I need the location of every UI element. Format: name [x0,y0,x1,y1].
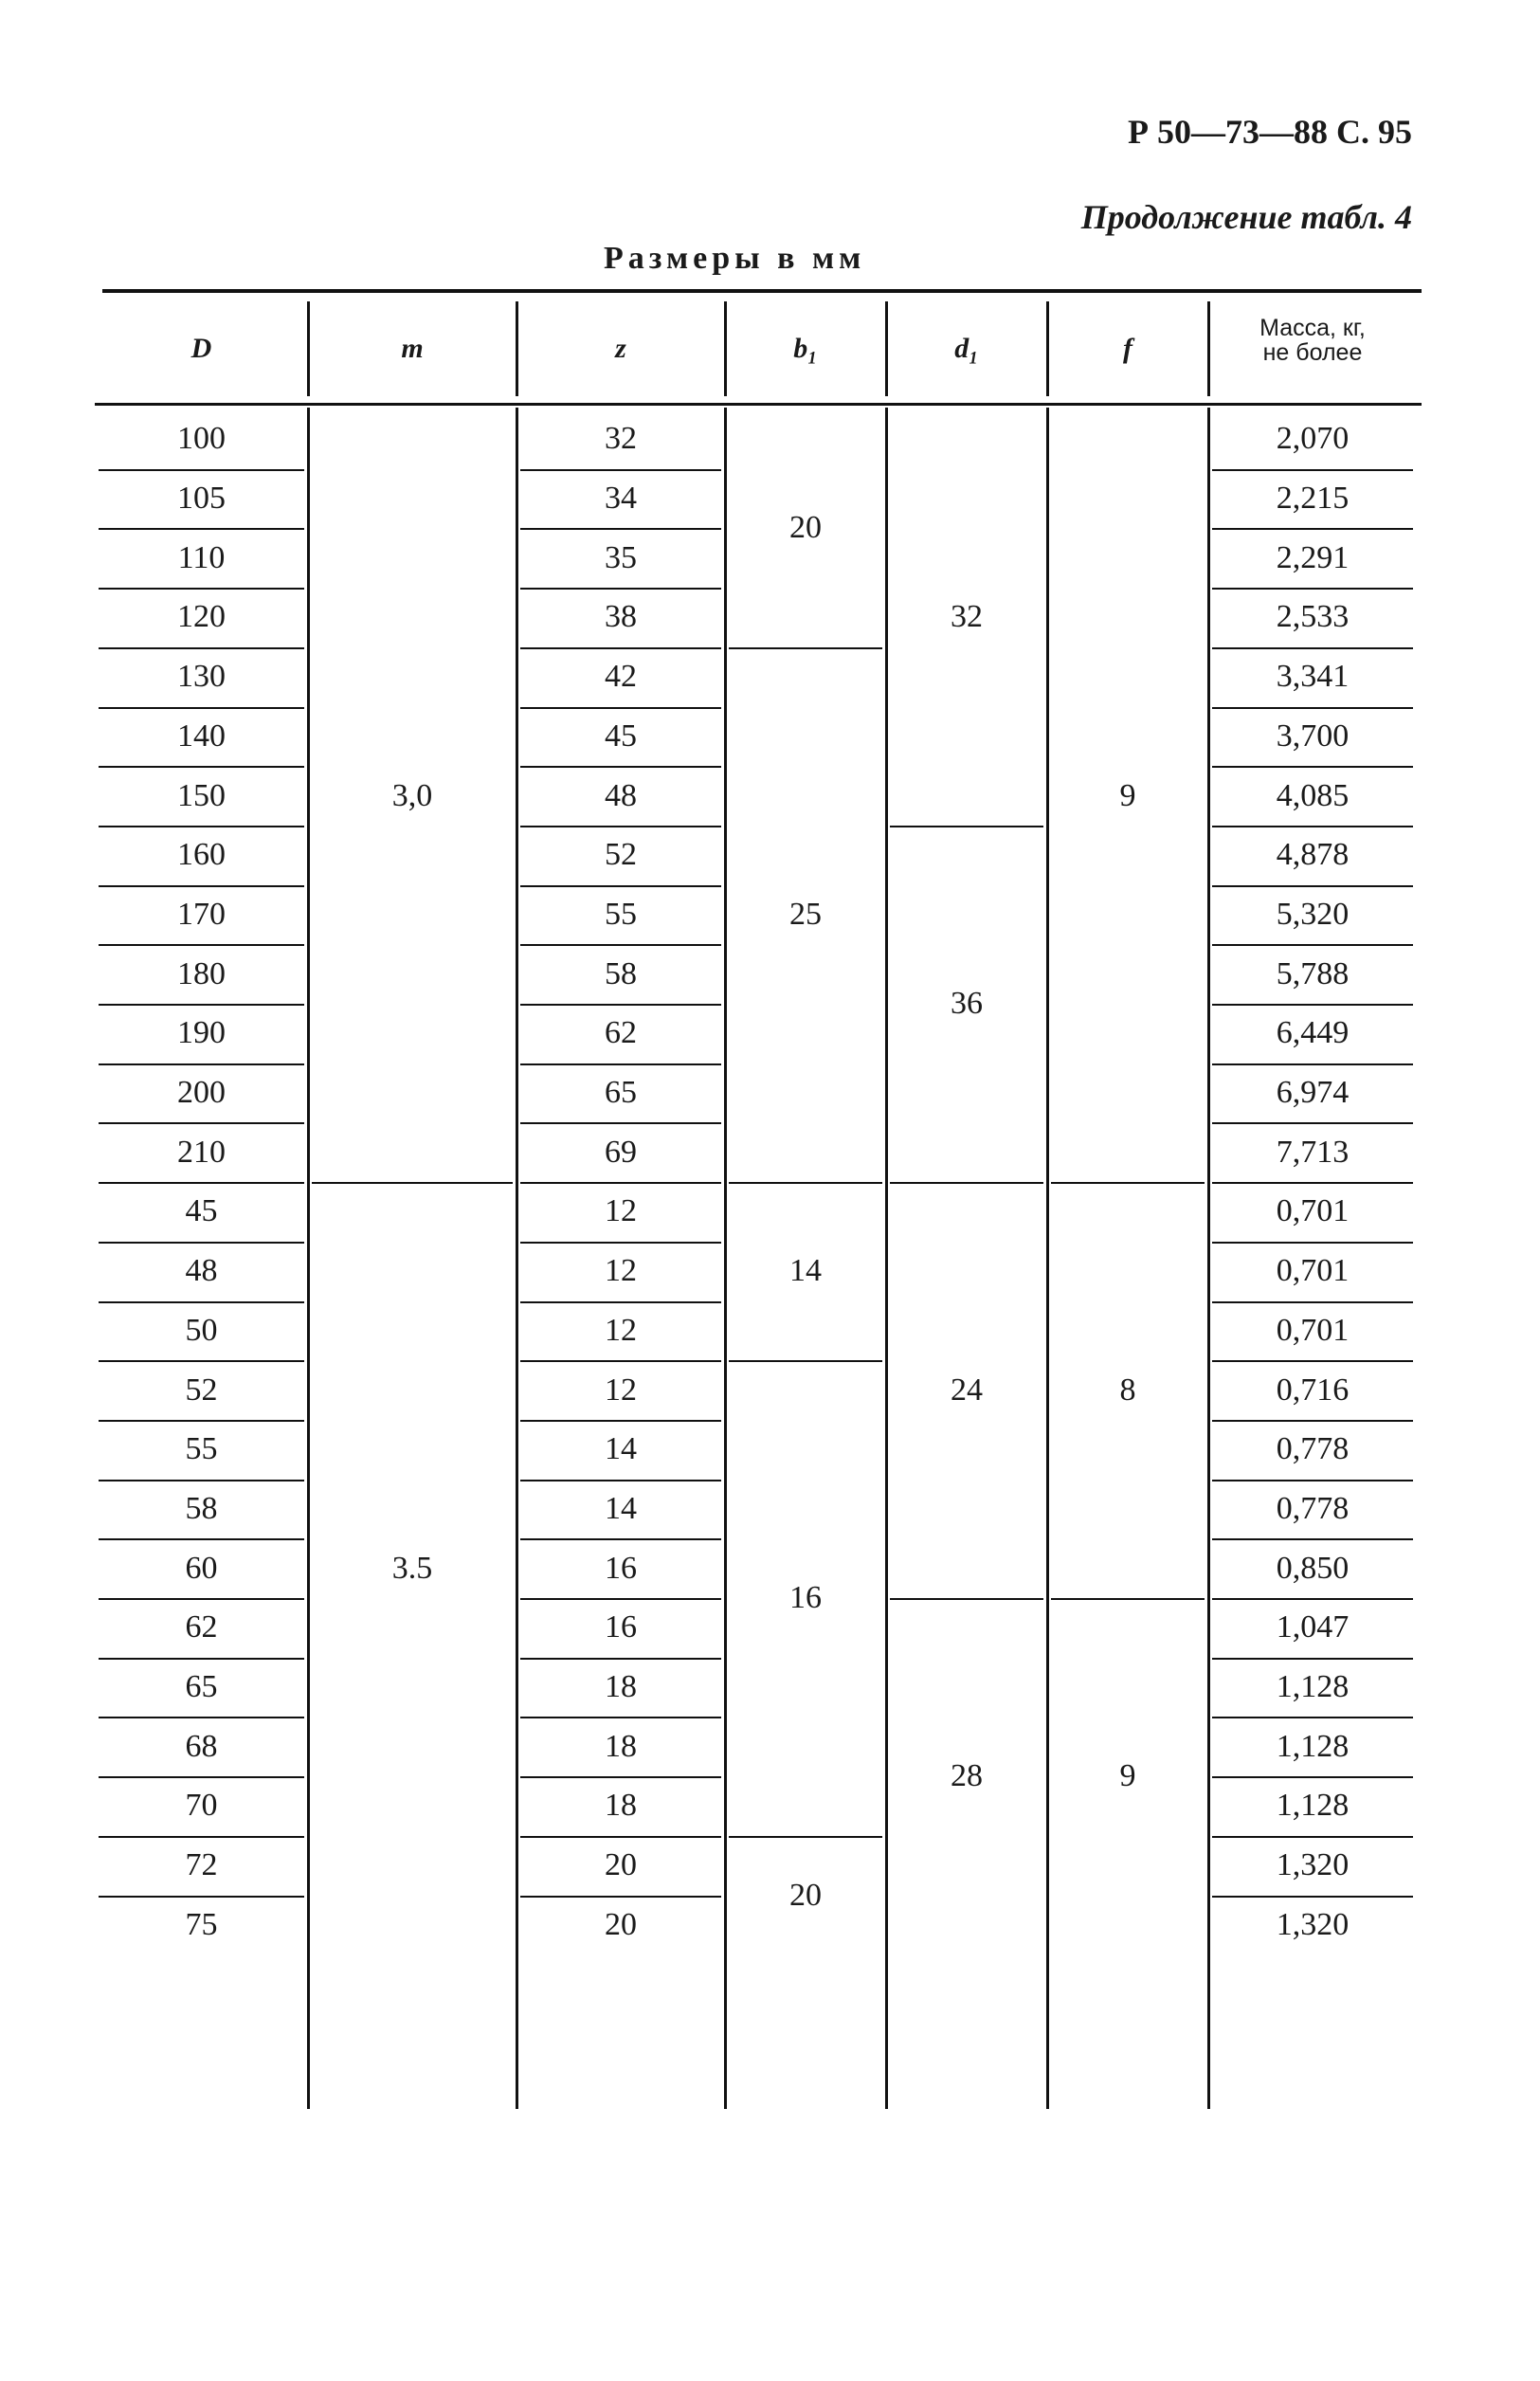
cell-b1-group: 14 [789,1253,822,1289]
row-rule-z [520,1836,721,1838]
cell-mass: 5,788 [1276,955,1350,991]
row-rule-z [520,1182,721,1184]
header-column-separator [516,301,518,396]
cell-d1-group: 24 [951,1372,983,1408]
group-rule-d1 [890,826,1043,827]
cell-D: 110 [177,539,226,575]
cell-mass: 1,128 [1276,1728,1350,1764]
row-rule-mass [1212,1598,1413,1600]
cell-z: 16 [605,1609,637,1645]
column-header-mass: Масса, кг, не более [1259,315,1366,366]
cell-b1-group: 25 [789,896,822,932]
group-rule-b1 [729,647,882,649]
row-rule-z [520,1004,721,1006]
row-rule-D [99,1301,304,1303]
cell-z: 14 [605,1431,637,1467]
cell-mass: 2,070 [1276,421,1350,457]
cell-D: 150 [177,777,226,813]
cell-mass: 0,778 [1276,1490,1350,1526]
row-rule-mass [1212,647,1413,649]
cell-mass: 2,533 [1276,599,1350,635]
row-rule-z [520,944,721,946]
cell-z: 58 [605,955,637,991]
cell-f-group: 9 [1119,1758,1136,1794]
row-rule-D [99,1360,304,1362]
cell-d1-group: 28 [951,1758,983,1794]
cell-z: 20 [605,1906,637,1942]
cell-D: 70 [185,1788,218,1824]
row-rule-mass [1212,707,1413,709]
cell-z: 32 [605,421,637,457]
row-rule-mass [1212,588,1413,590]
row-rule-z [520,885,721,887]
group-rule-b1 [729,1836,882,1838]
cell-D: 60 [185,1550,218,1586]
cell-mass: 0,701 [1276,1253,1350,1289]
row-rule-mass [1212,1480,1413,1481]
cell-D: 68 [185,1728,218,1764]
row-rule-D [99,469,304,471]
cell-z: 12 [605,1253,637,1289]
row-rule-z [520,647,721,649]
row-rule-z [520,1420,721,1422]
row-rule-D [99,588,304,590]
cell-z: 20 [605,1847,637,1883]
cell-z: 52 [605,837,637,873]
row-rule-mass [1212,766,1413,768]
group-rule-d1 [890,1598,1043,1600]
header-column-separator [1046,301,1049,396]
row-rule-D [99,1658,304,1660]
cell-z: 34 [605,481,637,517]
page-reference: Р 50—73—88 С. 95 [1128,113,1412,151]
cell-D: 52 [185,1372,218,1408]
row-rule-z [520,528,721,530]
row-rule-mass [1212,469,1413,471]
row-rule-z [520,1658,721,1660]
column-separator [1046,408,1049,2109]
row-rule-D [99,707,304,709]
row-rule-z [520,1122,721,1124]
row-rule-D [99,1538,304,1540]
cell-mass: 0,701 [1276,1312,1350,1348]
row-rule-mass [1212,1122,1413,1124]
cell-D: 120 [177,599,226,635]
row-rule-D [99,1836,304,1838]
table-continuation-label: Продолжение табл. 4 [1080,198,1412,236]
group-rule-d1 [890,1182,1043,1184]
header-column-separator [885,301,888,396]
row-rule-D [99,826,304,827]
row-rule-D [99,647,304,649]
cell-mass: 1,320 [1276,1847,1350,1883]
cell-b1-group: 20 [789,1877,822,1913]
cell-z: 35 [605,539,637,575]
row-rule-mass [1212,528,1413,530]
cell-z: 14 [605,1490,637,1526]
cell-D: 170 [177,896,226,932]
cell-mass: 1,128 [1276,1669,1350,1705]
cell-z: 45 [605,718,637,754]
cell-z: 48 [605,777,637,813]
row-rule-D [99,1776,304,1778]
cell-m-group: 3,0 [391,777,433,813]
cell-D: 62 [185,1609,218,1645]
cell-mass: 1,047 [1276,1609,1350,1645]
cell-D: 72 [185,1847,218,1883]
cell-mass: 3,341 [1276,659,1350,695]
cell-D: 140 [177,718,226,754]
row-rule-z [520,1242,721,1244]
column-header-z: z [615,333,626,364]
row-rule-D [99,1004,304,1006]
row-rule-D [99,1896,304,1898]
cell-mass: 3,700 [1276,718,1350,754]
row-rule-D [99,1480,304,1481]
units-caption: Размеры в мм [604,241,866,276]
row-rule-z [520,1896,721,1898]
cell-D: 50 [185,1312,218,1348]
cell-D: 45 [185,1193,218,1229]
cell-f-group: 8 [1119,1372,1136,1408]
row-rule-D [99,528,304,530]
cell-d1-group: 36 [951,986,983,1021]
cell-mass: 4,878 [1276,837,1350,873]
row-rule-mass [1212,1776,1413,1778]
row-rule-mass [1212,1301,1413,1303]
group-rule-f [1051,1598,1205,1600]
cell-D: 190 [177,1015,226,1051]
row-rule-D [99,944,304,946]
cell-z: 12 [605,1372,637,1408]
group-rule-b1 [729,1360,882,1362]
row-rule-D [99,1598,304,1600]
cell-D: 48 [185,1253,218,1289]
column-header-f: f [1123,333,1132,364]
header-column-separator [724,301,727,396]
row-rule-z [520,1360,721,1362]
cell-D: 100 [177,421,226,457]
row-rule-z [520,1776,721,1778]
header-column-separator [307,301,310,396]
row-rule-z [520,1717,721,1718]
group-rule-f [1051,1182,1205,1184]
row-rule-mass [1212,1242,1413,1244]
cell-z: 12 [605,1193,637,1229]
row-rule-D [99,885,304,887]
row-rule-mass [1212,1063,1413,1065]
cell-mass: 4,085 [1276,777,1350,813]
cell-f-group: 9 [1119,777,1136,813]
cell-mass: 6,974 [1276,1075,1350,1111]
cell-z: 38 [605,599,637,635]
cell-z: 12 [605,1312,637,1348]
cell-D: 200 [177,1075,226,1111]
cell-z: 18 [605,1669,637,1705]
column-header-d1: d₁ [954,333,979,364]
row-rule-mass [1212,1836,1413,1838]
cell-D: 105 [177,481,226,517]
cell-mass: 7,713 [1276,1134,1350,1170]
table-top-rule [102,289,1422,293]
row-rule-z [520,707,721,709]
cell-D: 55 [185,1431,218,1467]
cell-D: 75 [185,1906,218,1942]
cell-mass: 0,701 [1276,1193,1350,1229]
header-column-separator [1207,301,1210,396]
row-rule-z [520,588,721,590]
row-rule-mass [1212,944,1413,946]
column-header-D: D [190,333,212,364]
row-rule-mass [1212,1420,1413,1422]
cell-z: 65 [605,1075,637,1111]
cell-z: 16 [605,1550,637,1586]
row-rule-mass [1212,1182,1413,1184]
header-bottom-rule [95,403,1422,406]
row-rule-z [520,826,721,827]
row-rule-mass [1212,826,1413,827]
cell-mass: 0,850 [1276,1550,1350,1586]
row-rule-z [520,1063,721,1065]
row-rule-z [520,469,721,471]
row-rule-D [99,1420,304,1422]
row-rule-mass [1212,885,1413,887]
row-rule-D [99,1063,304,1065]
cell-mass: 0,716 [1276,1372,1350,1408]
group-rule-m [312,1182,513,1184]
row-rule-D [99,1122,304,1124]
row-rule-D [99,766,304,768]
row-rule-mass [1212,1538,1413,1540]
row-rule-mass [1212,1658,1413,1660]
cell-z: 62 [605,1015,637,1051]
cell-D: 130 [177,659,226,695]
cell-mass: 2,291 [1276,539,1350,575]
row-rule-mass [1212,1717,1413,1718]
cell-z: 69 [605,1134,637,1170]
cell-mass: 6,449 [1276,1015,1350,1051]
cell-D: 58 [185,1490,218,1526]
row-rule-z [520,1301,721,1303]
cell-D: 180 [177,955,226,991]
cell-D: 210 [177,1134,226,1170]
row-rule-mass [1212,1896,1413,1898]
cell-z: 18 [605,1728,637,1764]
row-rule-z [520,1538,721,1540]
group-rule-b1 [729,1182,882,1184]
row-rule-z [520,1480,721,1481]
cell-z: 18 [605,1788,637,1824]
cell-b1-group: 20 [789,510,822,546]
row-rule-mass [1212,1360,1413,1362]
cell-mass: 1,128 [1276,1788,1350,1824]
row-rule-z [520,766,721,768]
cell-mass: 2,215 [1276,481,1350,517]
row-rule-D [99,1242,304,1244]
cell-b1-group: 16 [789,1580,822,1615]
row-rule-D [99,1717,304,1718]
row-rule-D [99,1182,304,1184]
cell-mass: 5,320 [1276,896,1350,932]
cell-z: 42 [605,659,637,695]
cell-D: 160 [177,837,226,873]
row-rule-z [520,1598,721,1600]
cell-m-group: 3.5 [391,1550,433,1586]
cell-D: 65 [185,1669,218,1705]
column-header-m: m [401,333,424,364]
cell-mass: 1,320 [1276,1906,1350,1942]
row-rule-mass [1212,1004,1413,1006]
column-header-b1: b₁ [793,333,818,364]
cell-mass: 0,778 [1276,1431,1350,1467]
cell-z: 55 [605,896,637,932]
cell-d1-group: 32 [951,599,983,635]
